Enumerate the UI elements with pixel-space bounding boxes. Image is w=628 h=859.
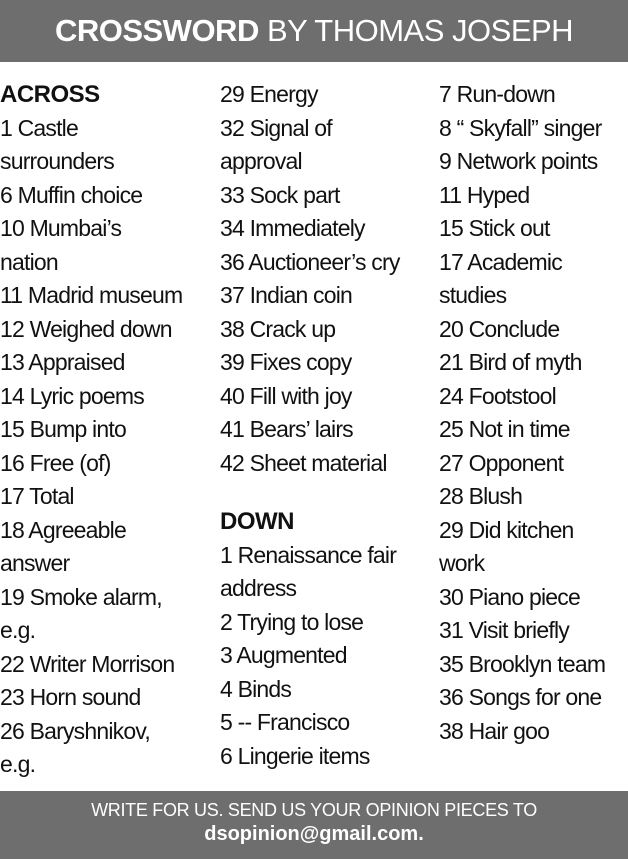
- down-section: [220, 505, 434, 773]
- down-clue-list-continued: [439, 78, 628, 748]
- clue-item: 41 Bears’ lairs: [220, 416, 353, 442]
- footer-callout: WRITE FOR US. SEND US YOUR OPINION PIECES TO: [91, 800, 537, 820]
- footer-email: dsopinion@gmail.com.: [204, 823, 424, 845]
- clue-item: 13 Appraised: [0, 349, 125, 375]
- across-clue-list: [0, 112, 212, 782]
- clue-item: 23 Horn sound: [0, 684, 141, 710]
- clue-column-2: [220, 78, 434, 773]
- clue-item: 29 Energy: [220, 81, 318, 107]
- clue-item: 36 Songs for one: [439, 684, 602, 710]
- clue-item: 29 Did kitchen work: [439, 516, 574, 576]
- clue-item: 17 Total: [0, 483, 74, 509]
- clue-item: 5 -- Francisco: [220, 709, 350, 735]
- clue-item: 17 Academic studies: [439, 248, 562, 308]
- crossword-byline: BY THOMAS JOSEPH: [266, 13, 574, 48]
- clue-item: 40 Fill with joy: [220, 382, 352, 409]
- clue-item: 10 Mumbai’s nation: [0, 215, 122, 275]
- clue-item: 11 Hyped: [439, 181, 530, 208]
- clue-item: 7 Run-down: [439, 81, 556, 107]
- submission-footer: [0, 791, 628, 859]
- down-clue-list: [220, 539, 434, 774]
- clue-item: 34 Immediately: [220, 215, 365, 241]
- clue-item: 11 Madrid museum: [0, 282, 183, 308]
- clue-item: 8 “ Skyfall” singer: [439, 114, 602, 141]
- clue-item: 28 Blush: [439, 483, 523, 509]
- clue-item: 36 Auctioneer’s cry: [220, 248, 400, 275]
- clue-item: 24 Footstool: [439, 382, 556, 409]
- clue-column-1: [0, 78, 212, 782]
- clue-item: 32 Signal of approval: [220, 114, 332, 174]
- across-heading: ACROSS: [0, 81, 100, 108]
- clue-item: 27 Opponent: [439, 449, 564, 476]
- clue-item: 12 Weighed down: [0, 315, 172, 342]
- clue-item: 16 Free (of): [0, 449, 111, 476]
- clue-item: 30 Piano piece: [439, 583, 580, 610]
- crossword-title: CROSSWORD: [54, 13, 259, 48]
- clue-item: 22 Writer Morrison: [0, 650, 175, 677]
- clue-item: 39 Fixes copy: [220, 349, 352, 375]
- clue-item: 6 Muffin choice: [0, 181, 143, 208]
- clue-item: 2 Trying to lose: [220, 608, 364, 635]
- clue-item: 33 Sock part: [220, 181, 340, 208]
- clue-item: 35 Brooklyn team: [439, 650, 606, 677]
- clue-item: 25 Not in time: [439, 416, 570, 442]
- across-clue-list-continued: [220, 78, 434, 480]
- clue-item: 21 Bird of myth: [439, 349, 582, 375]
- down-heading: DOWN: [220, 508, 294, 535]
- clue-item: 26 Baryshnikov, e.g.: [0, 717, 150, 777]
- clue-item: 18 Agreeable answer: [0, 516, 126, 576]
- clue-item: 37 Indian coin: [220, 282, 353, 308]
- crossword-header: [0, 0, 628, 62]
- clue-item: 1 Castle surrounders: [0, 114, 114, 174]
- clue-item: 15 Stick out: [439, 215, 550, 241]
- clue-item: 15 Bump into: [0, 416, 126, 442]
- clue-item: 38 Crack up: [220, 315, 336, 342]
- clue-item: 20 Conclude: [439, 315, 560, 342]
- clue-item: 14 Lyric poems: [0, 382, 144, 409]
- clue-item: 42 Sheet material: [220, 449, 387, 476]
- clue-item: 3 Augmented: [220, 642, 347, 668]
- clue-item: 6 Lingerie items: [220, 742, 370, 769]
- clue-item: 4 Binds: [220, 675, 292, 702]
- clue-item: 38 Hair goo: [439, 717, 550, 744]
- clue-column-3: [439, 78, 628, 748]
- clue-item: 1 Renaissance fair address: [220, 541, 397, 601]
- clue-item: 19 Smoke alarm, e.g.: [0, 583, 162, 643]
- clue-item: 9 Network points: [439, 148, 598, 174]
- clue-item: 31 Visit briefly: [439, 617, 569, 643]
